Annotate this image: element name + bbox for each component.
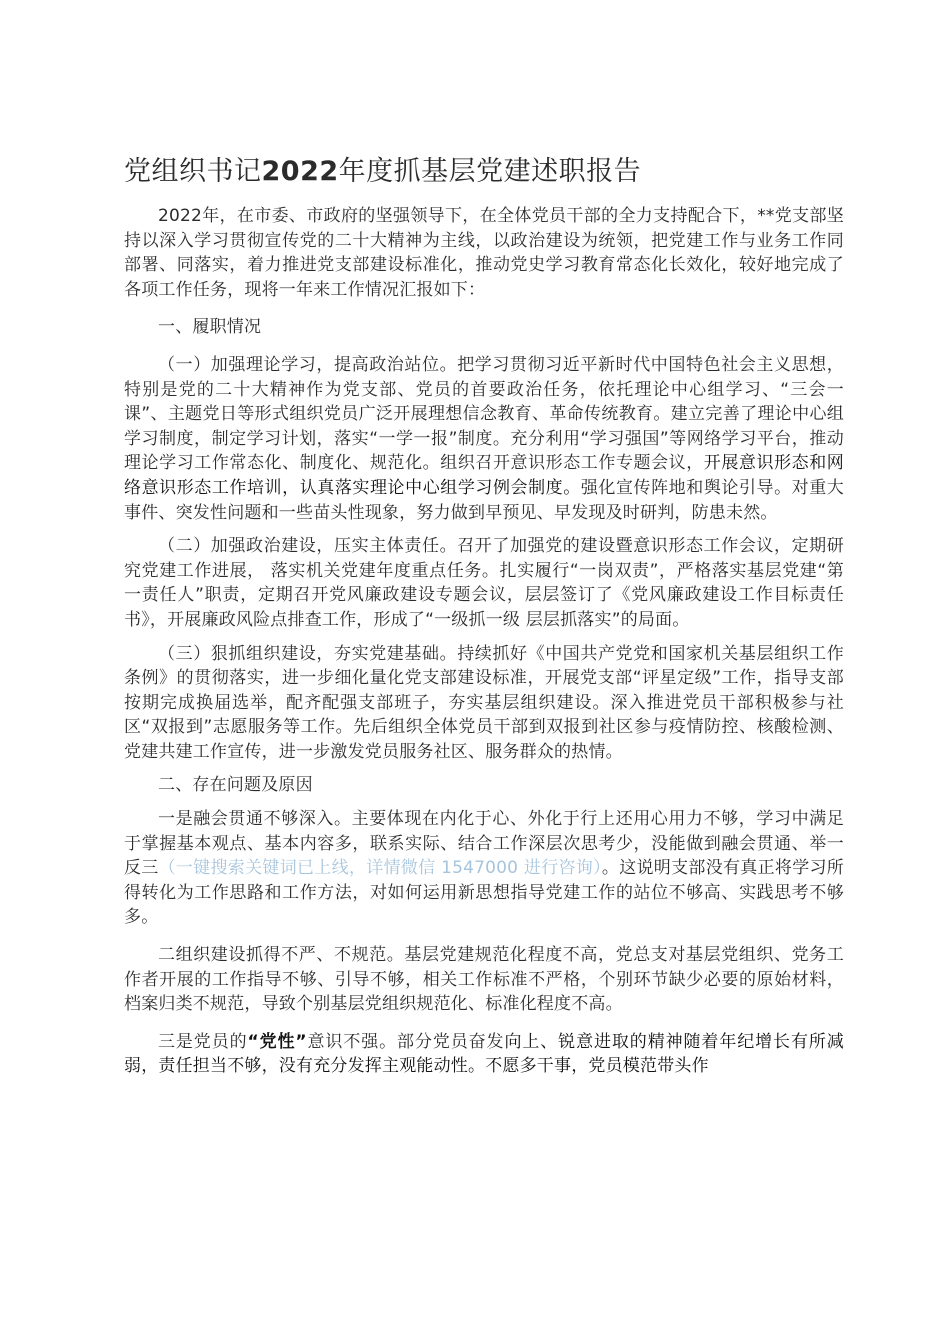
title-part-2: 年度抓基层党建述职报告 [338, 156, 642, 187]
section-heading-1: 一、履职情况 [158, 317, 262, 338]
p4-text-a: 一是融会贯通不够深入。主要体现在内化于心、外化于行上还用心用力不够，学习中满足于掌握基本观点、基本内容多，联系实际、结合工作深层次思考少，没能做到融会贯通、举一反三 [124, 809, 844, 879]
title-year: 2022 [261, 156, 339, 187]
p6-text-c: 意识不强。部分党员奋发 [306, 1031, 505, 1052]
paragraph-organization-building: （三）狠抓组织建设，夯实党建基础。持续抓好《中国共产党党和国家机关基层组织工作条例》的贯彻落实，进一步细化量化党支部建设标准，开展党支部“评星定级”工作，指导支部按期完成换届选举，配齐配强支部班子，夯实基层组织建设。深入推进党员干部积极参与社区“双报到”志愿服务等工作。先后组织全体党员干部到双报到社区参与疫情防控、核酸检测、党建共建工作宣传，进一步激发党员服务社区、服务群众的热情。 [124, 643, 844, 762]
document-title [124, 152, 844, 192]
title-part-1: 党组织书记 [124, 156, 262, 187]
p6-text-d: 向上、锐意进取的精神随着年纪增长有所减弱，责任担当不够，没有充分发挥主观能动性。不愿多干事，党员模范带头作 [124, 1031, 844, 1077]
paragraph-problem-1 [124, 807, 844, 930]
p6-text-a: 三是党员的 [158, 1031, 248, 1052]
paragraph-theory-study [124, 353, 844, 525]
p4-text-b: 。这说明支部没有真正将学习所得转化为工作思路和工作方法，对如何运用新思想指导党建工作的站位不够高、实践思考不够多。 [124, 858, 844, 928]
paragraph-problem-3 [124, 1030, 844, 1079]
p1-text-c: 强化宣传阵地和舆论引导。对重大事件、突发性问题和一些苗头性现象，努力做到早预见、早发现及时研判，防患未然。 [124, 477, 845, 523]
paragraph-problem-2: 二组织建设抓得不严、不规范。基层党建规范化程度不高，党总支对基层党组织、党务工作者开展的工作指导不够、引导不够，相关工作标准不严格，个别环节缺少必要的原始材料，档案归类不规范，导致个别基层党组织规范化、标准化程度不高。 [124, 945, 844, 1015]
p1-text-b: 开展意识形态和网络意识形态工作培训，认真落实理论中心组学习例会制度。 [124, 453, 844, 498]
p1-text-a: （一）加强理论学习，提高政治站位。把学习贯彻习近平新时代中国特色社会主义思想，特别是党的二十大精神作为党支部、党员的首要政治任务，依托理论中心组学习、“三会一课”、主题党日等形式组织党员广泛开展理想信念教育、革命传统教育。建立完善了理论中心组学习制度，制定学习计划，落实“一学一报”制度。充分利用“学习强国”等网络学习平台，推动理论学习工作常态化、制度化、规范化。组织召开意识形态工作专题会议， [124, 354, 844, 474]
intro-paragraph: 2022年，在市委、市政府的坚强领导下，在全体党员干部的全力支持配合下，**党支部坚持以深入学习贯彻宣传党的二十大精神为主线，以政治建设为统领，把党建工作与业务工作同部署、同落实，着力推进党支部建设标准化，推动党史学习教育常态化长效化，较好地完成了各项工作任务，现将一年来工作情况汇报如下： [124, 206, 844, 300]
p6-text-b: “党性” [247, 1031, 307, 1052]
p4-ad-link[interactable]: （一键搜索关键词已上线，详情微信 1547000 进行咨询） [158, 858, 602, 879]
document-page [124, 152, 844, 1079]
section-heading-2: 二、存在问题及原因 [158, 775, 313, 796]
paragraph-political-building: （二）加强政治建设，压实主体责任。召开了加强党的建设暨意识形态工作会议，定期研究党建工作进展， 落实机关党建年度重点任务。扎实履行“一岗双责”，严格落实基层党建“第一责任人”职责，定期召开党风廉政建设专题会议，层层签订了《党风廉政建设工作目标责任书》，开展廉政风险点排查工作，形成了“一级抓一级 层层抓落实”的局面。 [124, 536, 844, 630]
